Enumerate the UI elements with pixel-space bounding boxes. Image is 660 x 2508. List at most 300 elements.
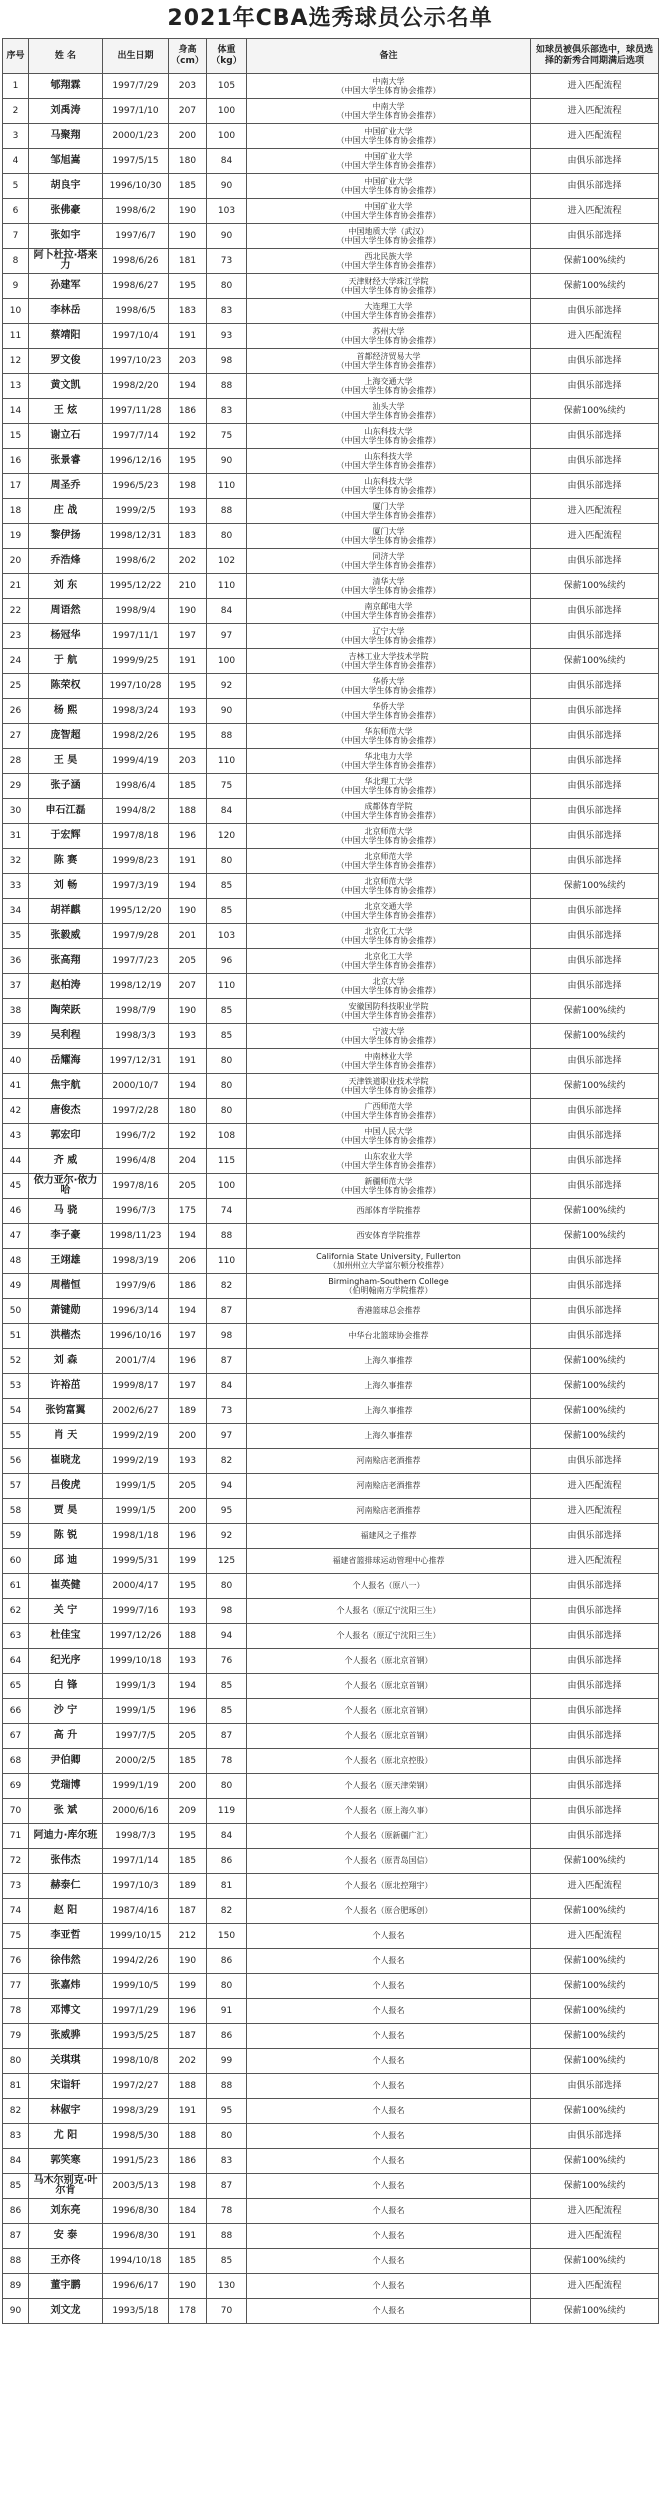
cell-birth: 1998/3/19 [103,1249,169,1274]
header-no: 序号 [3,39,29,74]
table-row [3,499,659,524]
table-header-row [3,39,659,74]
table-row [3,2099,659,2124]
cell-height: 184 [169,2199,207,2224]
cell-height: 195 [169,1824,207,1849]
cell-no: 19 [3,524,29,549]
cell-name: 崔晓龙 [29,1449,103,1474]
cell-name: 孙建军 [29,274,103,299]
cell-birth: 1996/8/30 [103,2224,169,2249]
cell-weight: 90 [207,699,247,724]
table-row [3,399,659,424]
cell-no: 17 [3,474,29,499]
cell-height: 204 [169,1149,207,1174]
cell-note: 西北民族大学 （中国大学生体育协会推荐） [247,249,531,274]
cell-weight: 82 [207,1274,247,1299]
cell-birth: 2000/6/16 [103,1799,169,1824]
cell-height: 206 [169,1249,207,1274]
cell-selection: 由俱乐部选择 [531,724,659,749]
cell-name: 于宏辉 [29,824,103,849]
cell-no: 21 [3,574,29,599]
cell-note: 香港篮球总会推荐 [247,1299,531,1324]
cell-no: 37 [3,974,29,999]
cell-no: 12 [3,349,29,374]
table-row [3,2224,659,2249]
cell-no: 51 [3,1324,29,1349]
cell-note: 南京邮电大学 （中国大学生体育协会推荐） [247,599,531,624]
cell-note: 厦门大学 （中国大学生体育协会推荐） [247,524,531,549]
cell-selection: 保薪100%续约 [531,1074,659,1099]
cell-no: 53 [3,1374,29,1399]
table-row [3,149,659,174]
cell-weight: 84 [207,149,247,174]
cell-weight: 125 [207,1549,247,1574]
cell-selection: 进入匹配流程 [531,524,659,549]
cell-name: 胡祥麒 [29,899,103,924]
cell-birth: 1997/11/1 [103,624,169,649]
cell-selection: 由俱乐部选择 [531,1049,659,1074]
cell-no: 6 [3,199,29,224]
cell-note: 北京化工大学 （中国大学生体育协会推荐） [247,949,531,974]
cell-birth: 1998/2/20 [103,374,169,399]
table-row [3,799,659,824]
table-row [3,2299,659,2324]
cell-no: 33 [3,874,29,899]
cell-height: 202 [169,2049,207,2074]
cell-selection: 由俱乐部选择 [531,2124,659,2149]
cell-height: 191 [169,649,207,674]
cell-note: 个人报名 [247,2149,531,2174]
table-row [3,1624,659,1649]
cell-birth: 1999/4/19 [103,749,169,774]
cell-selection: 保薪100%续约 [531,1974,659,1999]
cell-note: 西部体育学院推荐 [247,1199,531,1224]
cell-weight: 84 [207,1824,247,1849]
table-row [3,474,659,499]
cell-weight: 97 [207,1424,247,1449]
cell-selection: 进入匹配流程 [531,99,659,124]
cell-birth: 1997/12/26 [103,1624,169,1649]
cell-birth: 1999/9/25 [103,649,169,674]
table-row [3,274,659,299]
cell-name: 刘文龙 [29,2299,103,2324]
cell-note: 个人报名 [247,2049,531,2074]
cell-height: 196 [169,1524,207,1549]
cell-birth: 1997/7/23 [103,949,169,974]
cell-birth: 1996/3/14 [103,1299,169,1324]
cell-selection: 由俱乐部选择 [531,1824,659,1849]
table-row [3,599,659,624]
cell-weight: 84 [207,799,247,824]
table-row [3,1649,659,1674]
cell-note: 个人报名（原北控翔宇） [247,1874,531,1899]
table-row [3,774,659,799]
table-row [3,674,659,699]
cell-no: 28 [3,749,29,774]
cell-note: 新疆师范大学 （中国大学生体育协会推荐） [247,1174,531,1199]
cell-name: 黄文凯 [29,374,103,399]
cell-selection: 保薪100%续约 [531,1899,659,1924]
cell-no: 74 [3,1899,29,1924]
table-row [3,174,659,199]
cell-name: 蔡靖阳 [29,324,103,349]
cell-height: 187 [169,2024,207,2049]
cell-height: 195 [169,724,207,749]
cell-selection: 由俱乐部选择 [531,774,659,799]
cell-weight: 78 [207,2199,247,2224]
cell-no: 82 [3,2099,29,2124]
cell-note: 华北理工大学 （中国大学生体育协会推荐） [247,774,531,799]
cell-name: 李子豪 [29,1224,103,1249]
cell-name: 张如宇 [29,224,103,249]
cell-no: 90 [3,2299,29,2324]
cell-birth: 1998/12/31 [103,524,169,549]
cell-birth: 1999/10/18 [103,1649,169,1674]
cell-selection: 由俱乐部选择 [531,1174,659,1199]
cell-birth: 1997/7/29 [103,74,169,99]
cell-birth: 1998/12/19 [103,974,169,999]
cell-selection: 由俱乐部选择 [531,1099,659,1124]
cell-weight: 82 [207,1899,247,1924]
cell-no: 57 [3,1474,29,1499]
cell-no: 75 [3,1924,29,1949]
cell-name: 刘禹涛 [29,99,103,124]
table-row [3,1099,659,1124]
table-row [3,1924,659,1949]
cell-weight: 88 [207,1224,247,1249]
cell-weight: 81 [207,1874,247,1899]
cell-weight: 100 [207,124,247,149]
cell-name: 陈 锐 [29,1524,103,1549]
cell-name: 刘东亮 [29,2199,103,2224]
table-row [3,849,659,874]
table-row [3,1499,659,1524]
table-row [3,1524,659,1549]
table-row [3,424,659,449]
cell-weight: 80 [207,1974,247,1999]
cell-no: 66 [3,1699,29,1724]
cell-weight: 85 [207,1699,247,1724]
cell-weight: 99 [207,2049,247,2074]
table-row [3,124,659,149]
cell-weight: 102 [207,549,247,574]
cell-no: 11 [3,324,29,349]
cell-no: 73 [3,1874,29,1899]
table-row [3,2074,659,2099]
cell-no: 32 [3,849,29,874]
cell-birth: 1996/7/2 [103,1124,169,1149]
cell-name: 邓博文 [29,1999,103,2024]
cell-weight: 98 [207,349,247,374]
cell-name: 于 航 [29,649,103,674]
table-row [3,1124,659,1149]
table-row [3,1349,659,1374]
cell-birth: 1996/5/23 [103,474,169,499]
cell-weight: 95 [207,2099,247,2124]
cell-no: 65 [3,1674,29,1699]
cell-note: 广西师范大学 （中国大学生体育协会推荐） [247,1099,531,1124]
cell-weight: 78 [207,1749,247,1774]
cell-selection: 保薪100%续约 [531,1424,659,1449]
cell-weight: 80 [207,524,247,549]
cell-weight: 92 [207,674,247,699]
cell-selection: 由俱乐部选择 [531,449,659,474]
cell-name: 齐 威 [29,1149,103,1174]
cell-weight: 90 [207,224,247,249]
table-row [3,299,659,324]
cell-height: 199 [169,1549,207,1574]
cell-no: 58 [3,1499,29,1524]
cell-name: 陈 赛 [29,849,103,874]
cell-no: 67 [3,1724,29,1749]
cell-name: 张毅威 [29,924,103,949]
cell-note: 北京大学 （中国大学生体育协会推荐） [247,974,531,999]
table-row [3,1224,659,1249]
cell-birth: 1997/1/14 [103,1849,169,1874]
cell-no: 89 [3,2274,29,2299]
cell-weight: 73 [207,1399,247,1424]
cell-height: 188 [169,2124,207,2149]
cell-birth: 1999/2/19 [103,1424,169,1449]
table-row [3,1074,659,1099]
cell-weight: 85 [207,2249,247,2274]
cell-name: 纪光序 [29,1649,103,1674]
cell-no: 78 [3,1999,29,2024]
cell-name: 张伟杰 [29,1849,103,1874]
cell-height: 194 [169,1674,207,1699]
cell-selection: 由俱乐部选择 [531,674,659,699]
cell-note: 个人报名 [247,2074,531,2099]
cell-height: 181 [169,249,207,274]
cell-note: 个人报名（原辽宁沈阳三生） [247,1599,531,1624]
cell-height: 205 [169,1724,207,1749]
cell-no: 15 [3,424,29,449]
cell-height: 189 [169,1874,207,1899]
cell-no: 8 [3,249,29,274]
cell-note: 个人报名（原北京首钢） [247,1649,531,1674]
cell-note: 上海久事推荐 [247,1374,531,1399]
cell-height: 193 [169,1024,207,1049]
cell-weight: 86 [207,1849,247,1874]
cell-name: 郇翔霖 [29,74,103,99]
cell-name: 徐伟然 [29,1949,103,1974]
cell-birth: 1998/3/24 [103,699,169,724]
cell-weight: 88 [207,724,247,749]
cell-selection: 由俱乐部选择 [531,599,659,624]
cell-name: 王翊雄 [29,1249,103,1274]
cell-birth: 1997/5/15 [103,149,169,174]
cell-name: 张高翔 [29,949,103,974]
cell-note: 个人报名 [247,2099,531,2124]
cell-selection: 由俱乐部选择 [531,1274,659,1299]
cell-height: 190 [169,599,207,624]
cell-name: 郭宏印 [29,1124,103,1149]
cell-selection: 由俱乐部选择 [531,424,659,449]
table-row [3,1899,659,1924]
cell-birth: 1994/8/2 [103,799,169,824]
cell-selection: 由俱乐部选择 [531,699,659,724]
cell-selection: 保薪100%续约 [531,2049,659,2074]
cell-height: 200 [169,124,207,149]
cell-name: 乔浩烽 [29,549,103,574]
cell-birth: 1998/7/9 [103,999,169,1024]
cell-height: 187 [169,1899,207,1924]
cell-birth: 1999/1/5 [103,1499,169,1524]
cell-name: 萧键勋 [29,1299,103,1324]
cell-note: 中华台北篮球协会推荐 [247,1324,531,1349]
cell-weight: 87 [207,2174,247,2199]
cell-no: 27 [3,724,29,749]
cell-birth: 1997/9/28 [103,924,169,949]
cell-height: 198 [169,2174,207,2199]
cell-no: 34 [3,899,29,924]
cell-birth: 1996/4/8 [103,1149,169,1174]
cell-note: 北京交通大学 （中国大学生体育协会推荐） [247,899,531,924]
cell-no: 42 [3,1099,29,1124]
cell-no: 10 [3,299,29,324]
cell-no: 59 [3,1524,29,1549]
cell-height: 210 [169,574,207,599]
cell-birth: 1999/1/5 [103,1474,169,1499]
cell-note: 中南大学 （中国大学生体育协会推荐） [247,74,531,99]
cell-height: 212 [169,1924,207,1949]
cell-height: 203 [169,349,207,374]
cell-note: 北京师范大学 （中国大学生体育协会推荐） [247,874,531,899]
table-row [3,1249,659,1274]
cell-height: 197 [169,1324,207,1349]
cell-birth: 1997/10/3 [103,1874,169,1899]
cell-height: 196 [169,824,207,849]
cell-height: 175 [169,1199,207,1224]
cell-birth: 1998/3/29 [103,2099,169,2124]
cell-no: 81 [3,2074,29,2099]
cell-note: 个人报名 [247,1924,531,1949]
cell-birth: 1994/2/26 [103,1949,169,1974]
cell-weight: 94 [207,1474,247,1499]
cell-no: 46 [3,1199,29,1224]
cell-name: 吴利程 [29,1024,103,1049]
cell-no: 35 [3,924,29,949]
cell-selection: 进入匹配流程 [531,499,659,524]
cell-no: 69 [3,1774,29,1799]
table-row [3,2274,659,2299]
cell-height: 183 [169,524,207,549]
cell-birth: 1998/10/8 [103,2049,169,2074]
table-row [3,1549,659,1574]
table-row [3,874,659,899]
cell-birth: 1997/10/4 [103,324,169,349]
cell-height: 180 [169,1099,207,1124]
cell-selection: 由俱乐部选择 [531,974,659,999]
cell-selection: 由俱乐部选择 [531,1649,659,1674]
cell-selection: 由俱乐部选择 [531,624,659,649]
cell-name: 杨 熙 [29,699,103,724]
cell-note: 个人报名 [247,1974,531,1999]
cell-height: 192 [169,424,207,449]
table-row [3,749,659,774]
cell-no: 60 [3,1549,29,1574]
cell-name: 周圣乔 [29,474,103,499]
cell-selection: 由俱乐部选择 [531,1449,659,1474]
cell-selection: 保薪100%续约 [531,1999,659,2024]
cell-height: 192 [169,1124,207,1149]
cell-birth: 1995/12/22 [103,574,169,599]
cell-weight: 82 [207,1449,247,1474]
cell-selection: 由俱乐部选择 [531,1149,659,1174]
table-row [3,724,659,749]
cell-note: 北京师范大学 （中国大学生体育协会推荐） [247,849,531,874]
cell-name: 马 骁 [29,1199,103,1224]
cell-note: 辽宁大学 （中国大学生体育协会推荐） [247,624,531,649]
table-row [3,1724,659,1749]
cell-birth: 1999/5/31 [103,1549,169,1574]
cell-height: 190 [169,2274,207,2299]
cell-selection: 由俱乐部选择 [531,1524,659,1549]
cell-selection: 由俱乐部选择 [531,1799,659,1824]
cell-weight: 150 [207,1924,247,1949]
cell-name: 张佛豪 [29,199,103,224]
cell-weight: 103 [207,199,247,224]
cell-note: 上海久事推荐 [247,1349,531,1374]
header-height: 身高（cm） [169,39,207,74]
cell-selection: 进入匹配流程 [531,2274,659,2299]
cell-weight: 110 [207,749,247,774]
cell-birth: 1997/1/10 [103,99,169,124]
cell-height: 185 [169,2249,207,2274]
header-name: 姓 名 [29,39,103,74]
cell-birth: 1997/2/27 [103,2074,169,2099]
cell-selection: 由俱乐部选择 [531,1724,659,1749]
cell-note: 中南林业大学 （中国大学生体育协会推荐） [247,1049,531,1074]
cell-no: 72 [3,1849,29,1874]
cell-birth: 1999/2/5 [103,499,169,524]
cell-height: 205 [169,1474,207,1499]
cell-weight: 75 [207,424,247,449]
cell-height: 195 [169,1574,207,1599]
cell-note: 河南赊店老酒推荐 [247,1449,531,1474]
cell-no: 26 [3,699,29,724]
cell-weight: 73 [207,249,247,274]
cell-no: 52 [3,1349,29,1374]
cell-name: 陶荣跃 [29,999,103,1024]
cell-note: 个人报名（原天津荣钢） [247,1774,531,1799]
cell-weight: 85 [207,899,247,924]
cell-birth: 1997/10/23 [103,349,169,374]
cell-birth: 1996/10/30 [103,174,169,199]
cell-no: 63 [3,1624,29,1649]
cell-no: 40 [3,1049,29,1074]
cell-note: 个人报名 [247,2199,531,2224]
cell-birth: 1996/6/17 [103,2274,169,2299]
cell-no: 13 [3,374,29,399]
cell-selection: 保薪100%续约 [531,649,659,674]
table-row [3,899,659,924]
cell-height: 180 [169,149,207,174]
cell-weight: 85 [207,1674,247,1699]
cell-weight: 85 [207,1024,247,1049]
cell-weight: 130 [207,2274,247,2299]
cell-selection: 保薪100%续约 [531,1199,659,1224]
cell-weight: 87 [207,1349,247,1374]
cell-birth: 2002/6/27 [103,1399,169,1424]
cell-name: 关琪琪 [29,2049,103,2074]
cell-birth: 1997/1/29 [103,1999,169,2024]
cell-height: 193 [169,1599,207,1624]
table-row [3,2199,659,2224]
cell-birth: 1997/7/14 [103,424,169,449]
cell-birth: 1997/10/28 [103,674,169,699]
cell-height: 191 [169,2224,207,2249]
